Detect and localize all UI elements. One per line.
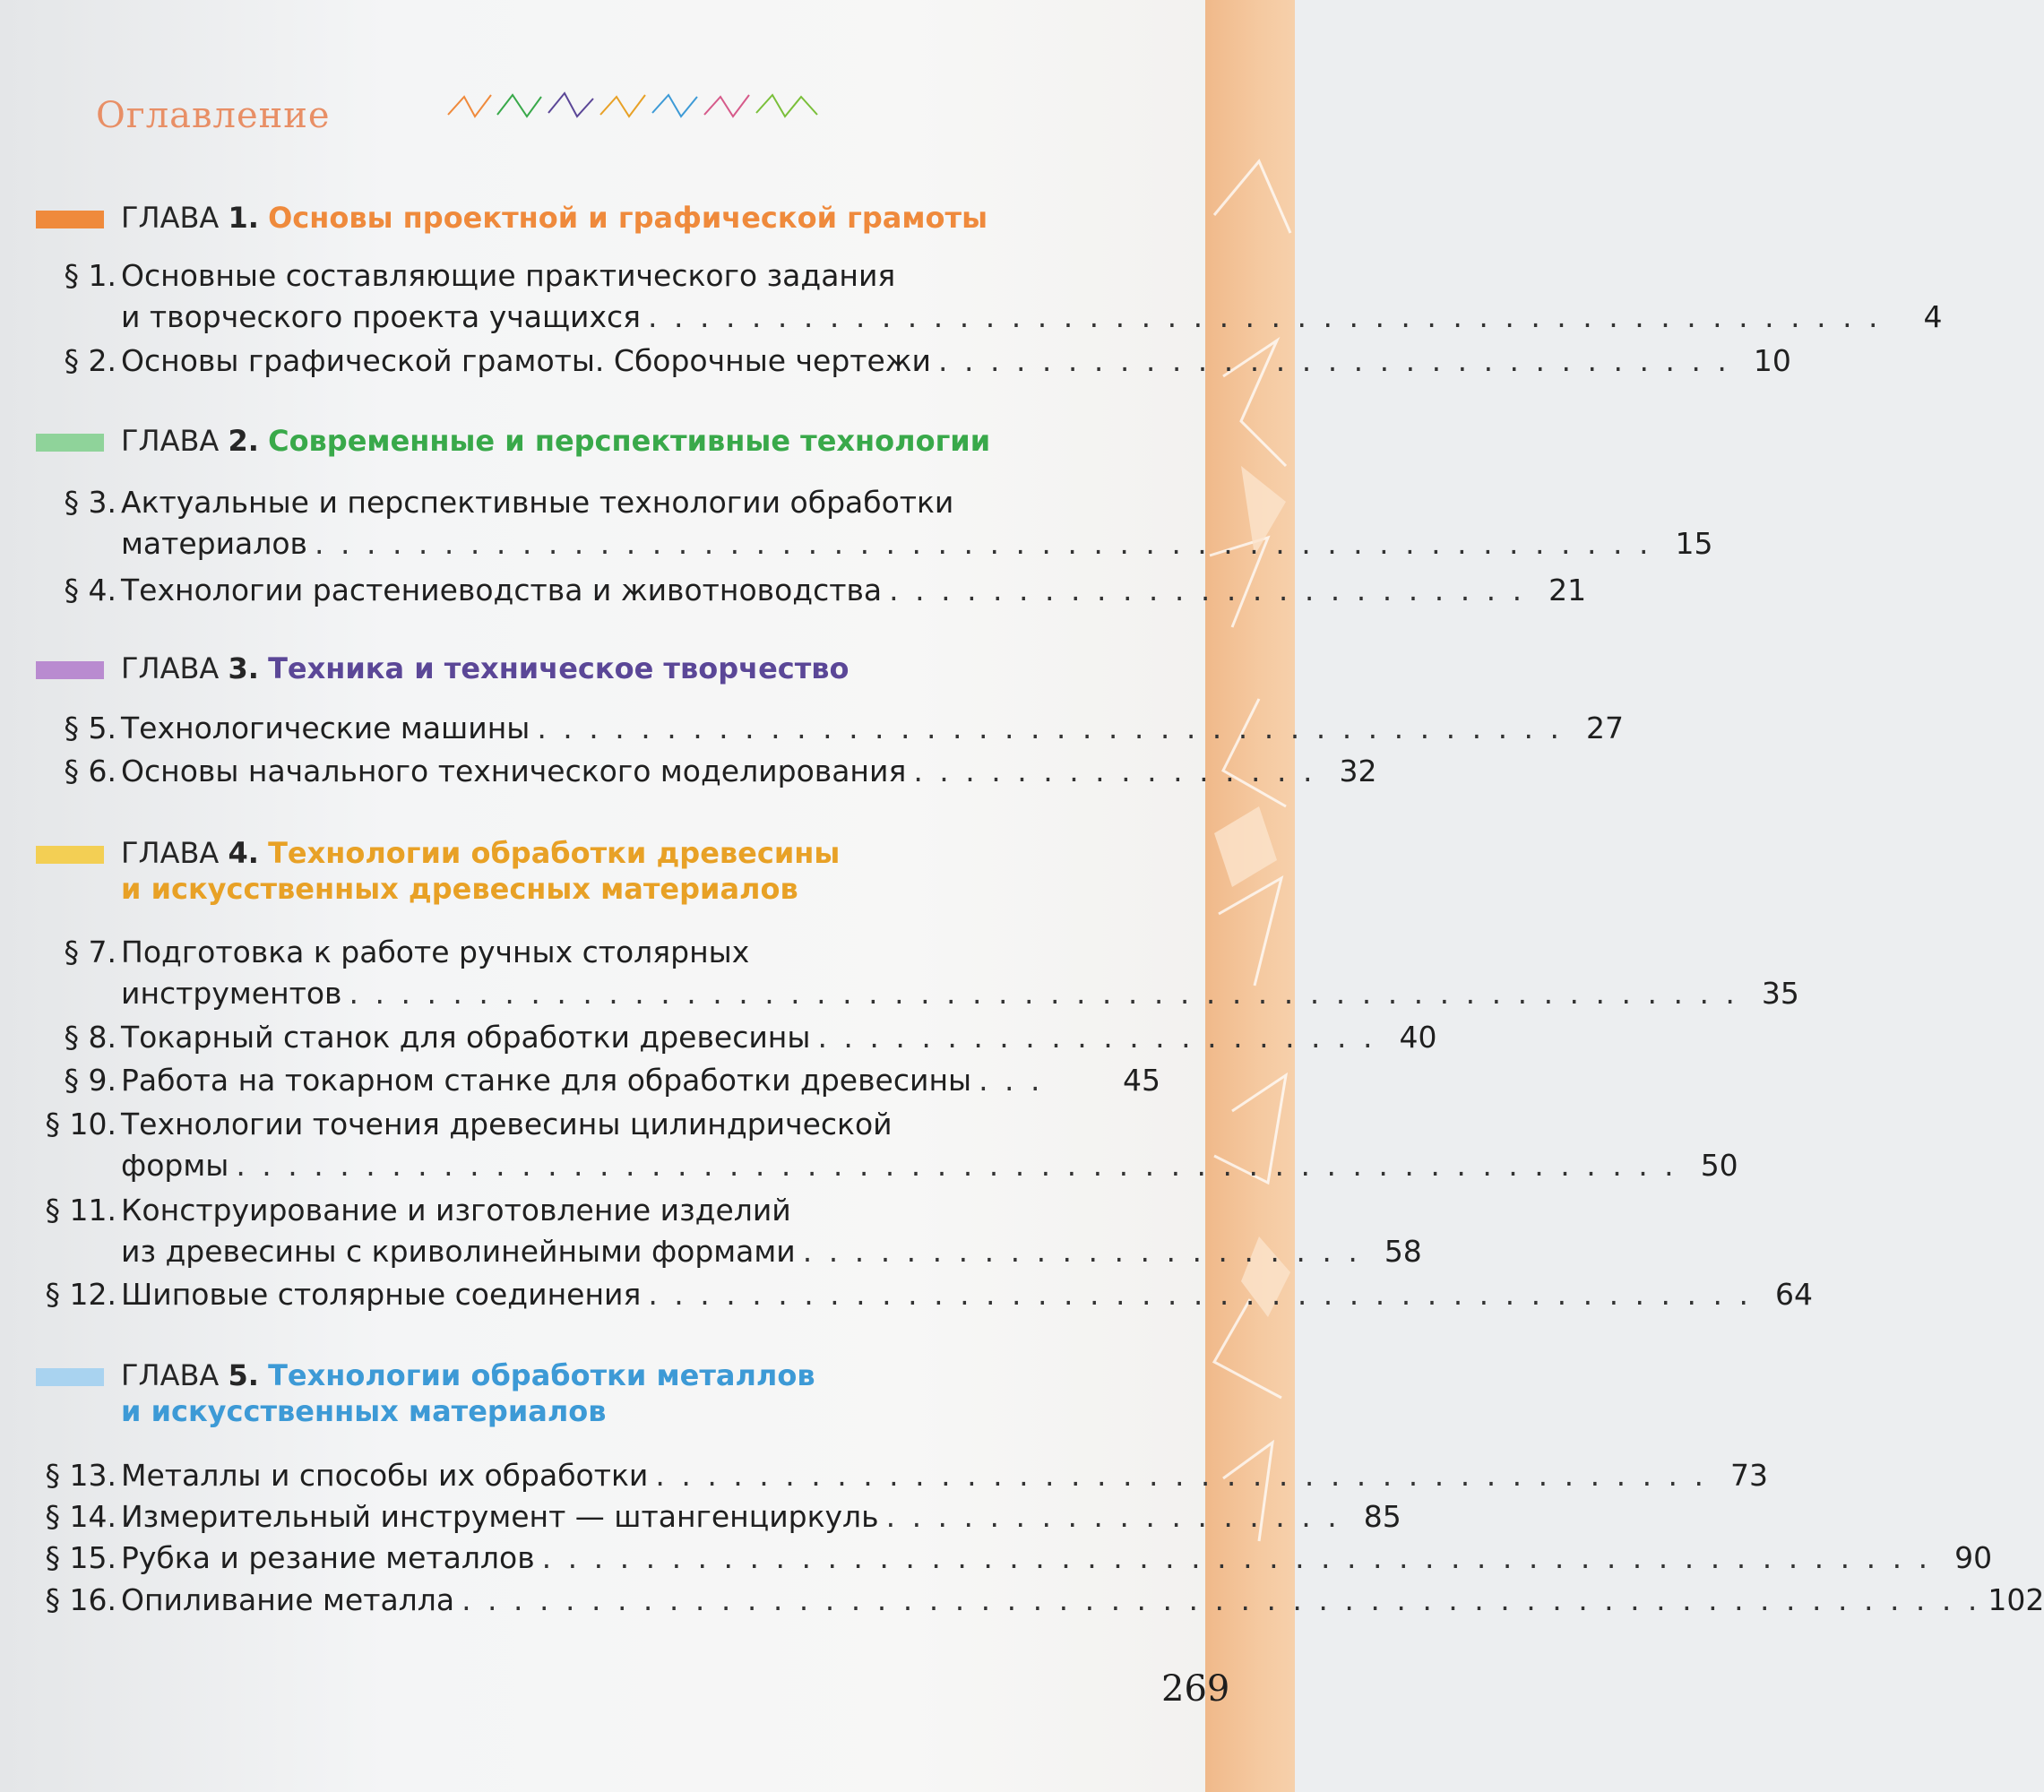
page-ref: 32 — [1339, 754, 1377, 788]
page-ref: 64 — [1774, 1277, 1813, 1312]
page-heading: Оглавление — [96, 95, 331, 136]
section-number: § 5. — [64, 711, 116, 745]
section-number: § 14. — [45, 1499, 116, 1534]
chapter-label: ГЛАВА — [121, 201, 220, 235]
chapter-title: Техника и техническое творчество — [268, 651, 850, 685]
leader-dots: . . . . . . . . . . . . . . . . . . . . . . . . . . . . . . . — [938, 343, 1730, 378]
page-ref: 102 — [1988, 1582, 2044, 1617]
chapter-label: ГЛАВА — [121, 424, 220, 458]
leader-dots: . . . . . . . . . . . . . . . . . . . . . . . . . . . . . . . . . . . . . . . . . . . — [648, 1277, 1752, 1312]
entry-title-line: Основы начального технического моделирования — [121, 754, 907, 788]
chapter-label: ГЛАВА — [121, 836, 220, 870]
section-number: § 7. — [64, 935, 116, 969]
chapter-title: Основы проектной и графической грамоты — [268, 201, 988, 235]
section-number: § 15. — [45, 1540, 116, 1575]
toc-entry-2[interactable] — [36, 340, 1791, 382]
chapter-title: Технологии обработки древесины — [268, 836, 841, 870]
chapter-label: ГЛАВА — [121, 651, 220, 685]
toc-entry-1[interactable] — [36, 255, 1943, 338]
chapter-number: 4. — [228, 836, 259, 870]
leader-dots: . . . . . . . . . . . . . . . . . . . . . . . . . . . . . . . . . . . . . . . . . . . . . . . . . . . . . . . . . . . — [461, 1582, 1981, 1617]
entry-title-line: Измерительный инструмент — штангенциркуль — [121, 1499, 879, 1534]
page-ref: 35 — [1761, 976, 1799, 1011]
entry-title-line: Токарный станок для обработки древесины — [121, 1020, 811, 1055]
toc-entry-16[interactable] — [36, 1580, 2044, 1621]
chapter-3-color-swatch — [36, 661, 104, 679]
chapter-number: 2. — [228, 424, 259, 458]
section-number: § 11. — [45, 1193, 116, 1228]
leader-dots: . . . . . . . . . . . . . . . . . . . . . . . . . . . . . . . . . . . . . . . . . . . . . . . . . . . . — [315, 526, 1652, 561]
section-number: § 6. — [64, 754, 116, 788]
page-ref: 90 — [1954, 1540, 1993, 1575]
page-ref: 27 — [1586, 711, 1625, 745]
section-number: § 16. — [45, 1582, 116, 1617]
page-ref: 50 — [1700, 1148, 1738, 1183]
page-ref: 45 — [1123, 1063, 1160, 1098]
toc-entry-12[interactable] — [36, 1274, 1813, 1315]
page-ref: 15 — [1675, 526, 1713, 561]
entry-title-line: инструментов — [121, 976, 342, 1011]
entry-title-line: Актуальные и перспективные технологии обработки — [121, 485, 954, 520]
entry-title-line: Металлы и способы их обработки — [121, 1458, 649, 1493]
section-number: § 8. — [64, 1020, 116, 1055]
colorful-zigzag-decoration — [448, 88, 833, 124]
page-ref: 58 — [1384, 1234, 1422, 1269]
leader-dots: . . . . . . . . . . . . . . . . — [913, 754, 1316, 788]
toc-entry-9[interactable] — [36, 1060, 1160, 1101]
leader-dots: . . . . . . . . . . . . . . . . . . . . . . . . . — [889, 573, 1526, 607]
entry-title-line: Технологические машины — [121, 711, 530, 745]
chapter-2-color-swatch — [36, 434, 104, 452]
chapter-number: 5. — [228, 1358, 259, 1392]
page-ref: 10 — [1753, 343, 1791, 378]
chapter-number: 3. — [228, 651, 259, 685]
chapter-number: 1. — [228, 201, 259, 235]
entry-title-line: и творческого проекта учащихся — [121, 299, 642, 334]
entry-title-line: Рубка и резание металлов — [121, 1540, 535, 1575]
leader-dots: . . . . . . . . . . . . . . . . . . . . . . . . . . . . . . . . . . . . . . . . . . . . . . . . . . . . . . — [541, 1540, 1932, 1575]
leader-dots: . . . . . . . . . . . . . . . . . . . . . . — [802, 1234, 1361, 1269]
toc-entry-7[interactable] — [36, 932, 1799, 1014]
leader-dots: . . . . . . . . . . . . . . . . . . . . . . . . . . . . . . . . . . . . . . . . . . . . . . . . — [648, 299, 1882, 334]
toc-entry-3[interactable] — [36, 482, 1713, 564]
entry-title-line: материалов — [121, 526, 307, 561]
section-number: § 10. — [45, 1107, 116, 1142]
leader-dots: . . . . . . . . . . . . . . . . . . . . . . . . . . . . . . . . . . . . . . . . . — [655, 1458, 1708, 1493]
page-ref: 21 — [1548, 573, 1587, 607]
section-number: § 9. — [64, 1063, 116, 1098]
entry-title-line: Шиповые столярные соединения — [121, 1277, 642, 1312]
leader-dots: . . . . . . . . . . . . . . . . . . . . . . — [817, 1020, 1376, 1055]
toc-entry-4[interactable] — [36, 570, 1587, 611]
entry-title-line: Подготовка к работе ручных столярных — [121, 935, 750, 969]
leader-dots: . . . . . . . . . . . . . . . . . . . . . . . . . . . . . . . . . . . . . . . . . . . . . . . . . . . . . . — [349, 976, 1738, 1011]
section-number: § 13. — [45, 1458, 116, 1493]
section-number: § 4. — [64, 573, 116, 607]
page-number: 269 — [1161, 1668, 1230, 1710]
leader-dots: . . . . . . . . . . . . . . . . . . . . . . . . . . . . . . . . . . . . . . . . . . . . . . . . . . . . . . . . — [236, 1148, 1677, 1183]
entry-title-line: Конструирование и изготовление изделий — [121, 1193, 791, 1228]
toc-entry-8[interactable] — [36, 1017, 1437, 1058]
toc-entry-14[interactable] — [36, 1496, 1401, 1538]
section-number: § 12. — [45, 1277, 116, 1312]
page-ref: 85 — [1363, 1499, 1401, 1534]
toc-entry-15[interactable] — [36, 1538, 1993, 1579]
page-ref: 4 — [1923, 299, 1943, 334]
toc-entry-11[interactable] — [36, 1190, 1422, 1272]
chapter-1-color-swatch — [36, 211, 104, 228]
leader-dots: . . . . . . . . . . . . . . . . . . — [885, 1499, 1341, 1534]
leader-dots: . . . — [979, 1063, 1044, 1098]
entry-title-line: Опиливание металла — [121, 1582, 455, 1617]
entry-title-line: из древесины с криволинейными формами — [121, 1234, 796, 1269]
entry-title-line: Основы графической грамоты. Сборочные чертежи — [121, 343, 931, 378]
section-number: § 3. — [64, 485, 116, 520]
entry-title-line: Основные составляющие практического задания — [121, 258, 896, 293]
entry-title-line: Технологии растениеводства и животноводства — [121, 573, 883, 607]
chapter-title-line-2: и искусственных материалов — [121, 1394, 607, 1428]
page-ref: 73 — [1730, 1458, 1769, 1493]
chapter-title: Современные и перспективные технологии — [268, 424, 991, 458]
entry-title-line: Технологии точения древесины цилиндрической — [121, 1107, 893, 1142]
toc-entry-10[interactable] — [36, 1104, 1738, 1186]
page-ref: 40 — [1399, 1020, 1437, 1055]
chapter-title-line-2: и искусственных древесных материалов — [121, 872, 798, 906]
toc-entry-5[interactable] — [36, 708, 1625, 749]
toc-entry-6[interactable] — [36, 751, 1377, 792]
chapter-5-color-swatch — [36, 1368, 104, 1386]
chapter-label: ГЛАВА — [121, 1358, 220, 1392]
chapter-title: Технологии обработки металлов — [268, 1358, 815, 1392]
section-number: § 2. — [64, 343, 116, 378]
chapter-4-color-swatch — [36, 846, 104, 864]
section-number: § 1. — [64, 258, 116, 293]
entry-title-line: формы — [121, 1148, 229, 1183]
entry-title-line: Работа на токарном станке для обработки древесины — [121, 1063, 972, 1098]
leader-dots: . . . . . . . . . . . . . . . . . . . . . . . . . . . . . . . . . . . . . . . . — [537, 711, 1564, 745]
toc-entry-13[interactable] — [36, 1455, 1769, 1496]
